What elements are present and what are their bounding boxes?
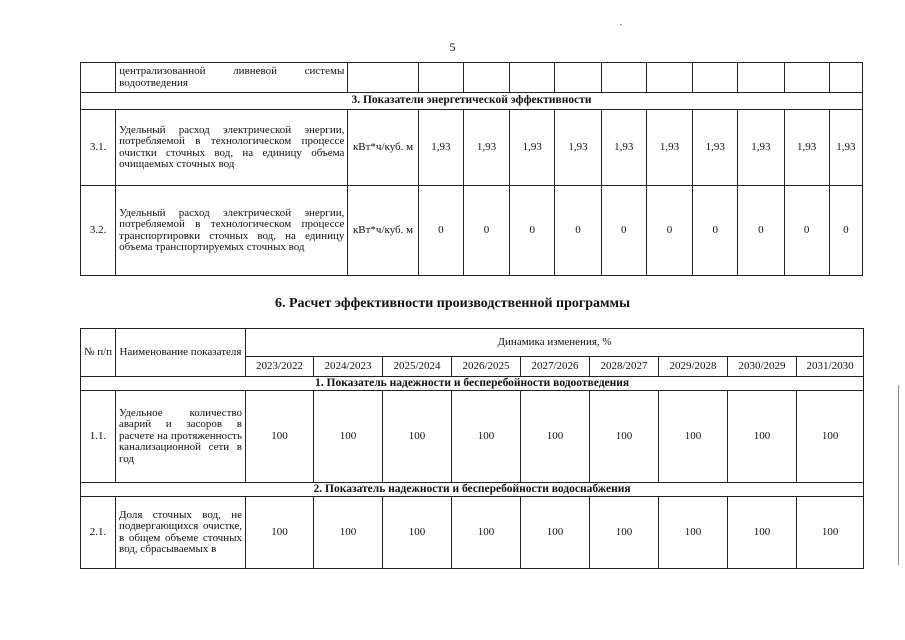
year-header: 2023/2022	[246, 357, 314, 377]
table-row	[81, 186, 863, 276]
value-cell: 0	[601, 186, 646, 276]
value-cell: 100	[521, 497, 590, 569]
value-cell: 0	[418, 186, 463, 276]
table-row	[81, 110, 863, 186]
value-cell: 1,93	[829, 110, 862, 186]
row-number: 2.1.	[81, 497, 116, 569]
value-cell: 0	[784, 186, 829, 276]
value-cell: 0	[693, 186, 738, 276]
value-cell: 0	[463, 186, 509, 276]
section-row	[81, 377, 864, 391]
value-cell: 1,93	[784, 110, 829, 186]
table-row	[81, 63, 863, 93]
value-cell: 1,93	[646, 110, 692, 186]
value-cell: 100	[452, 497, 521, 569]
value-cell: 100	[728, 497, 797, 569]
section-row	[81, 483, 864, 497]
table-header-row	[81, 329, 864, 357]
value-cell: 100	[383, 497, 452, 569]
scan-edge-line	[898, 385, 899, 565]
value-cell: 0	[646, 186, 692, 276]
section-heading: 6. Расчет эффективности производственной программы	[274, 296, 631, 311]
value-cell: 100	[659, 391, 728, 483]
year-header: 2026/2025	[452, 357, 521, 377]
value-cell: 0	[738, 186, 784, 276]
value-cell: 100	[590, 391, 659, 483]
indicators-table	[80, 62, 863, 276]
value-cell: 100	[521, 391, 590, 483]
value-cell: 1,93	[693, 110, 738, 186]
year-header: 2025/2024	[383, 357, 452, 377]
row-description: Доля сточных вод, не подвергающихся очистке, в общем объеме сточных вод, сбрасываемых в	[116, 497, 246, 569]
year-header: 2024/2023	[314, 357, 383, 377]
value-cell: 100	[797, 391, 864, 483]
value-cell: 1,93	[510, 110, 555, 186]
section-row	[81, 93, 863, 110]
table-row	[81, 391, 864, 483]
value-cell: 100	[246, 391, 314, 483]
row-description: Удельное количество аварий и засоров в расчете на протяженность канализационной сети в год	[116, 391, 246, 483]
section-1-title: 1. Показатель надежности и бесперебойности водоотведения	[81, 377, 864, 391]
value-cell: 100	[246, 497, 314, 569]
year-header: 2028/2027	[590, 357, 659, 377]
value-cell: 100	[797, 497, 864, 569]
row-description: централизованной ливневой системы водоотведения	[116, 63, 348, 93]
section-2-title: 2. Показатель надежности и бесперебойности водоснабжения	[81, 483, 864, 497]
value-cell: 100	[590, 497, 659, 569]
section-3-title: 3. Показатели энергетической эффективности	[81, 93, 863, 110]
value-cell: 1,93	[463, 110, 509, 186]
value-cell: 1,93	[418, 110, 463, 186]
value-cell: 100	[728, 391, 797, 483]
row-number: 3.1.	[81, 110, 116, 186]
row-unit: кВт*ч/куб. м	[348, 110, 418, 186]
page-number: 5	[449, 40, 456, 54]
value-cell: 100	[659, 497, 728, 569]
efficiency-table	[80, 328, 864, 569]
row-number: 3.2.	[81, 186, 116, 276]
value-cell: 0	[510, 186, 555, 276]
column-header-dynamics: Динамика изменения, %	[246, 329, 864, 357]
year-header: 2030/2029	[728, 357, 797, 377]
value-cell: 100	[452, 391, 521, 483]
value-cell: 100	[314, 391, 383, 483]
row-description: Удельный расход электрической энергии, потребляемой в технологическом процессе транспортировки сточных вод, на единицу объема транспортируемых сточных вод	[116, 186, 348, 276]
row-description: Удельный расход электрической энергии, потребляемой в технологическом процессе очистки сточных вод, на единицу объема очищаемых сточных вод	[116, 110, 348, 186]
year-header: 2027/2026	[521, 357, 590, 377]
value-cell: 0	[555, 186, 601, 276]
year-header: 2029/2028	[659, 357, 728, 377]
value-cell: 100	[314, 497, 383, 569]
value-cell: 1,93	[738, 110, 784, 186]
column-header-name: Наименование показателя	[116, 329, 246, 377]
value-cell: 0	[829, 186, 862, 276]
row-unit: кВт*ч/куб. м	[348, 186, 418, 276]
value-cell: 1,93	[555, 110, 601, 186]
column-header-number: № п/п	[81, 329, 116, 377]
row-number: 1.1.	[81, 391, 116, 483]
table-row	[81, 497, 864, 569]
value-cell: 100	[383, 391, 452, 483]
scan-speck	[620, 24, 622, 25]
year-header: 2031/2030	[797, 357, 864, 377]
value-cell: 1,93	[601, 110, 646, 186]
